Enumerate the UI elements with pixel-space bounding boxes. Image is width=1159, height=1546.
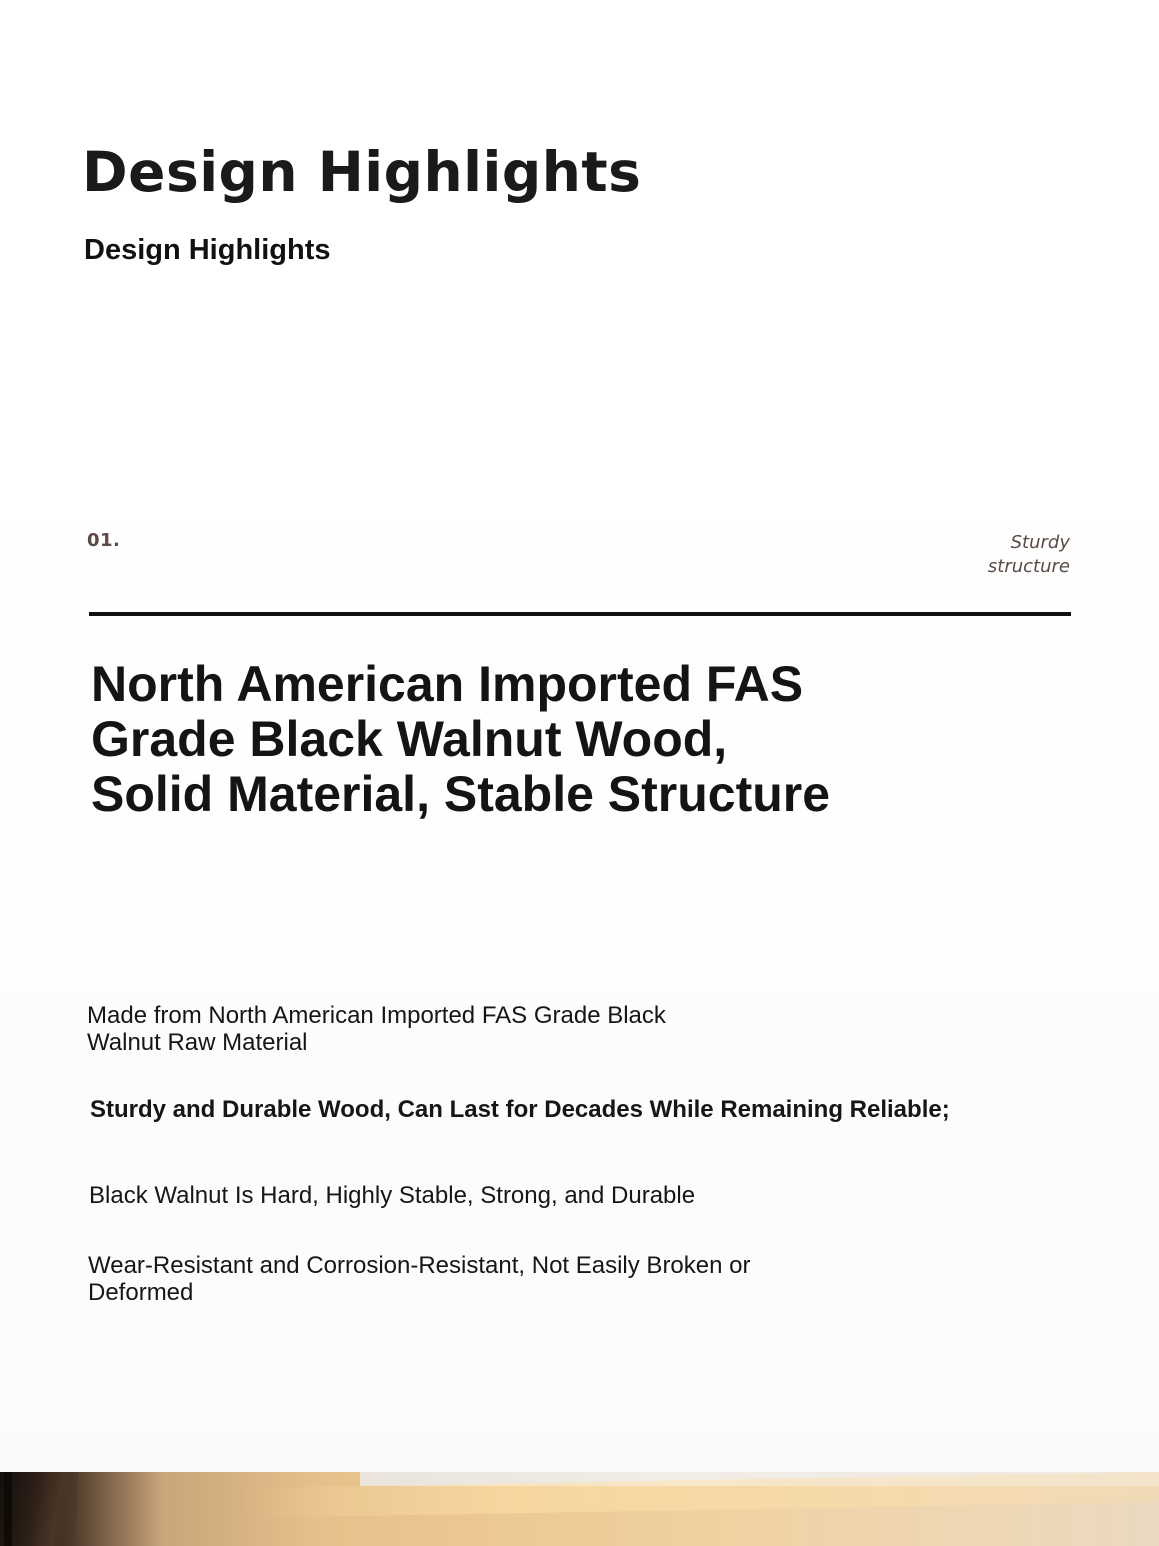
hero-subtitle: Design Highlights [84, 234, 331, 266]
section-number: 01. [87, 530, 121, 551]
section-tag-line-2: structure [987, 556, 1070, 577]
section-heading: North American Imported FAS Grade Black Walnut Wood, Solid Material, Stable Structure [91, 656, 831, 822]
section-tag [870, 531, 1070, 579]
product-photo-strip [0, 1472, 1159, 1546]
photo-dark-post [4, 1472, 12, 1546]
feature-paragraph-resistance: Wear-Resistant and Corrosion-Resistant, Not Easily Broken or Deformed [88, 1252, 751, 1306]
section-tag-line-1: Sturdy [1010, 532, 1070, 553]
hero-title: Design Highlights [82, 140, 642, 204]
feature-paragraph-durability: Sturdy and Durable Wood, Can Last for Decades While Remaining Reliable; [90, 1096, 950, 1123]
feature-paragraph-hardness: Black Walnut Is Hard, Highly Stable, Strong, and Durable [89, 1182, 696, 1209]
section-divider [89, 612, 1071, 616]
feature-paragraph-raw-material: Made from North American Imported FAS Grade Black Walnut Raw Material [87, 1002, 666, 1056]
